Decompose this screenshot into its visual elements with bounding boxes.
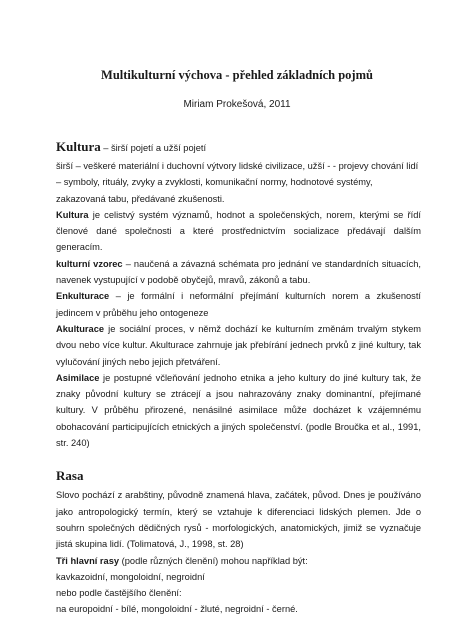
akulturace-def: je sociální proces, v němž dochází ke kulturním změnám trvalým stykem dvou nebo více kultur. Akulturace zahrnuje jak přebírání jednech prvků z jiné kultury, tak vylučování jiných nebo jejich přetváření. bbox=[56, 323, 421, 367]
kultura-heading bbox=[56, 138, 421, 158]
vzorec-paragraph bbox=[56, 256, 421, 289]
rasy-line-3: na europoidní - bílé, mongoloidní - žluté, negroidní - černé. bbox=[56, 604, 298, 615]
kultura-paragraph bbox=[56, 207, 421, 256]
rasy-line-1: kavkazoidní, mongoloidní, negroidní bbox=[56, 571, 205, 582]
rasa-heading: Rasa bbox=[56, 468, 84, 484]
vzorec-def: – naučená a závazná schémata pro jednání ve standardních situacích, navenek vystupující v podobě obyčejů, mravů, zákonů a tabu. bbox=[56, 258, 421, 286]
enkulturace-def: – je formální i neformální přejímání kulturních norem a zkušeností jedincem v průběhu jeho ontogeneze bbox=[56, 291, 421, 318]
tri-rasy-line bbox=[56, 553, 421, 569]
kultura-term: Kultura bbox=[56, 209, 89, 220]
asimilace-def: je postupné včleňování jednoho etnika a jeho kultury do jiné kultury tak, že znaky původní kultury se ztrácejí a jsou nahrazovány znaky dominantní, přejímané kultury. V průběhu přirozené, nenásilné asimilace může docházet k vzájemnému obohacování participujících etnických a jiných společenství. (podle Broučka et al., 1991, str. 240) bbox=[56, 372, 421, 449]
kultura-heading-rest: – širší pojetí a užší pojetí bbox=[103, 143, 207, 153]
kultura-definition: širší – veškeré materiální i duchovní výtvory lidské civilizace, užší - - projevy chování lidí – symboly, rituály, zvyky a zvyklosti, komunikační normy, hodnotové systémy, zakazovaná tabu, předávané zkušenosti. bbox=[56, 161, 419, 204]
tri-rasy-term: Tři hlavní rasy bbox=[56, 555, 120, 566]
asimilace-paragraph bbox=[56, 370, 421, 451]
kultura-def: je celistvý systém významů, hodnot a společenských, norem, kterými se řídí členové dané společnosti a které prostřednictvím socializace předávají dalším generacím. bbox=[56, 209, 421, 253]
rasa-paragraph: Slovo pochází z arabštiny, původně znamená hlava, začátek, původ. Dnes je používáno jako antropologický termín, který se vztahuje k diferenciaci lidských plemen. Jde o souhrn společných dědičných rysů - morfologických, anatomických, jimiž se vyznačuje jistá skupina lidí. (Tolimatová, J., 1998, st. 28) bbox=[56, 490, 421, 550]
document-body bbox=[56, 138, 421, 618]
asimilace-term: Asimilace bbox=[56, 372, 100, 383]
enkulturace-term: Enkulturace bbox=[56, 291, 110, 302]
akulturace-term: Akulturace bbox=[56, 323, 105, 334]
author-line: Miriam Prokešová, 2011 bbox=[183, 99, 291, 110]
enkulturace-paragraph bbox=[56, 288, 421, 321]
kultura-heading-term: Kultura bbox=[56, 139, 101, 154]
document-title: Multikulturní výchova - přehled základních pojmů bbox=[101, 68, 373, 82]
akulturace-paragraph bbox=[56, 321, 421, 370]
rasy-line-2: nebo podle častějšího členění: bbox=[56, 588, 182, 599]
vzorec-term: kulturní vzorec bbox=[56, 258, 123, 269]
tri-rasy-rest: (podle různých členění) mohou například být: bbox=[121, 555, 308, 566]
